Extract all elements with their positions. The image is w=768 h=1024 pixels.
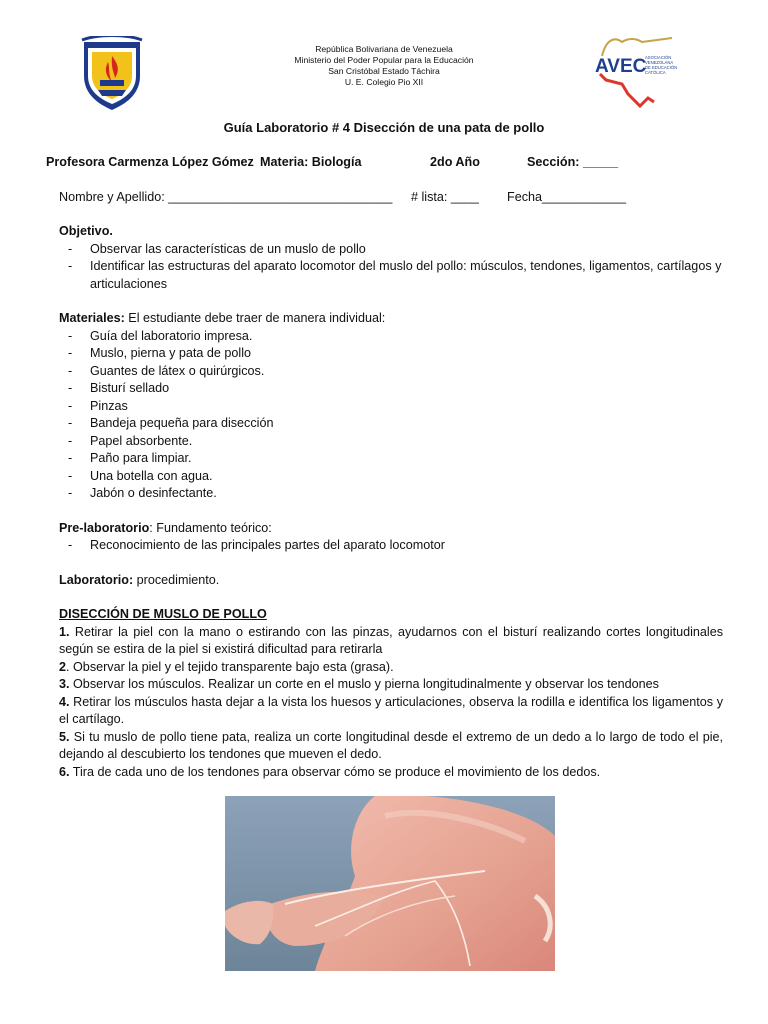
- objective-item: - Identificar las estructuras del aparato locomotor del muslo del pollo: músculos, tendones, ligamentos, cartílagos y articulaciones: [59, 258, 723, 293]
- prelab-paragraph: [59, 520, 723, 538]
- document-body: [59, 223, 723, 781]
- materials-item: - Jabón o desinfectante.: [59, 485, 723, 503]
- materials-item: - Papel absorbente.: [59, 433, 723, 451]
- svg-text:ASOCIACIÓN: ASOCIACIÓN: [645, 55, 672, 60]
- objective-heading: Objetivo.: [59, 224, 113, 238]
- name-field[interactable]: Nombre y Apellido: ________________________________: [59, 190, 393, 204]
- avec-logo-text: AVEC: [595, 56, 647, 77]
- dissection-heading: DISECCIÓN DE MUSLO DE POLLO: [59, 607, 267, 621]
- svg-text:DE EDUCACIÓN: DE EDUCACIÓN: [645, 65, 678, 70]
- list-number-field[interactable]: # lista: ____: [411, 190, 479, 204]
- header-line-country: República Bolivariana de Venezuela: [315, 44, 453, 54]
- materials-item: - Guía del laboratorio impresa.: [59, 328, 723, 346]
- section-field[interactable]: Sección: _____: [527, 155, 619, 169]
- avec-logo-graphic-icon: [592, 32, 682, 108]
- chicken-leg-photo: [225, 796, 555, 971]
- materials-item: - Pinzas: [59, 398, 723, 416]
- materials-intro: El estudiante debe traer de manera individual:: [124, 311, 386, 325]
- dissection-step: 3. Observar los músculos. Realizar un corte en el muslo y pierna longitudinalmente y observar los tendones: [59, 677, 659, 691]
- objective-item: - Observar las características de un muslo de pollo: [59, 241, 723, 259]
- prelab-item: - Reconocimiento de las principales partes del aparato locomotor: [59, 537, 723, 555]
- header-line-school: U. E. Colegio Pio XII: [344, 77, 424, 87]
- dissection-step: 6. Tira de cada uno de los tendones para observar cómo se produce el movimiento de los dedos.: [59, 764, 601, 779]
- materials-item: - Muslo, pierna y pata de pollo: [59, 345, 723, 363]
- materials-item: - Una botella con agua.: [59, 468, 723, 486]
- date-field[interactable]: Fecha____________: [507, 190, 627, 204]
- document-title: Guía Laboratorio # 4 Disección de una pata de pollo: [223, 120, 545, 135]
- materials-item: - Paño para limpiar.: [59, 450, 723, 468]
- materials-paragraph: [59, 310, 723, 328]
- teacher-name: Profesora Carmenza López Gómez: [46, 155, 254, 169]
- materials-item: - Bandeja pequeña para disección: [59, 415, 723, 433]
- materials-item: - Bisturí sellado: [59, 380, 723, 398]
- materials-item: - Guantes de látex o quirúrgicos.: [59, 363, 723, 381]
- svg-text:VENEZOLANA: VENEZOLANA: [645, 60, 674, 65]
- prelab-heading: Pre-laboratorio: [59, 520, 150, 535]
- prelab-text: : Fundamento teórico:: [149, 520, 272, 535]
- chicken-leg-image-icon: [225, 796, 555, 971]
- lab-text: procedimiento.: [133, 572, 220, 587]
- header-line-city: San Cristóbal Estado Táchira: [328, 66, 440, 76]
- dissection-step: 2. Observar la piel y el tejido transparente bajo esta (grasa).: [59, 659, 394, 674]
- dissection-step: 5. Si tu muslo de pollo tiene pata, realiza un corte longitudinal desde el extremo de un dedo a lo largo de todo el pie, dejando al descubierto los tendones que mueven el dedo.: [59, 729, 723, 761]
- dissection-step: 1. Retirar la piel con la mano o estirando con las pinzas, ayudarnos con el bisturí realizando cortes longitudinales según se estira de la piel si existirá dificultad para retirarla: [59, 624, 723, 656]
- year-label: 2do Año: [430, 155, 480, 169]
- subject-label: Materia: Biología: [260, 155, 362, 169]
- avec-logo: [592, 32, 682, 108]
- header-line-ministry: Ministerio del Poder Popular para la Educación: [294, 55, 474, 65]
- materials-heading: Materiales:: [59, 311, 125, 325]
- dissection-step: 4. Retirar los músculos hasta dejar a la vista los huesos y articulaciones, observa la rodilla e identifica los ligamentos y el cartílago.: [59, 694, 723, 726]
- lab-paragraph: [59, 572, 723, 590]
- svg-text:CATÓLICA: CATÓLICA: [645, 70, 666, 75]
- lab-heading: Laboratorio:: [59, 572, 134, 587]
